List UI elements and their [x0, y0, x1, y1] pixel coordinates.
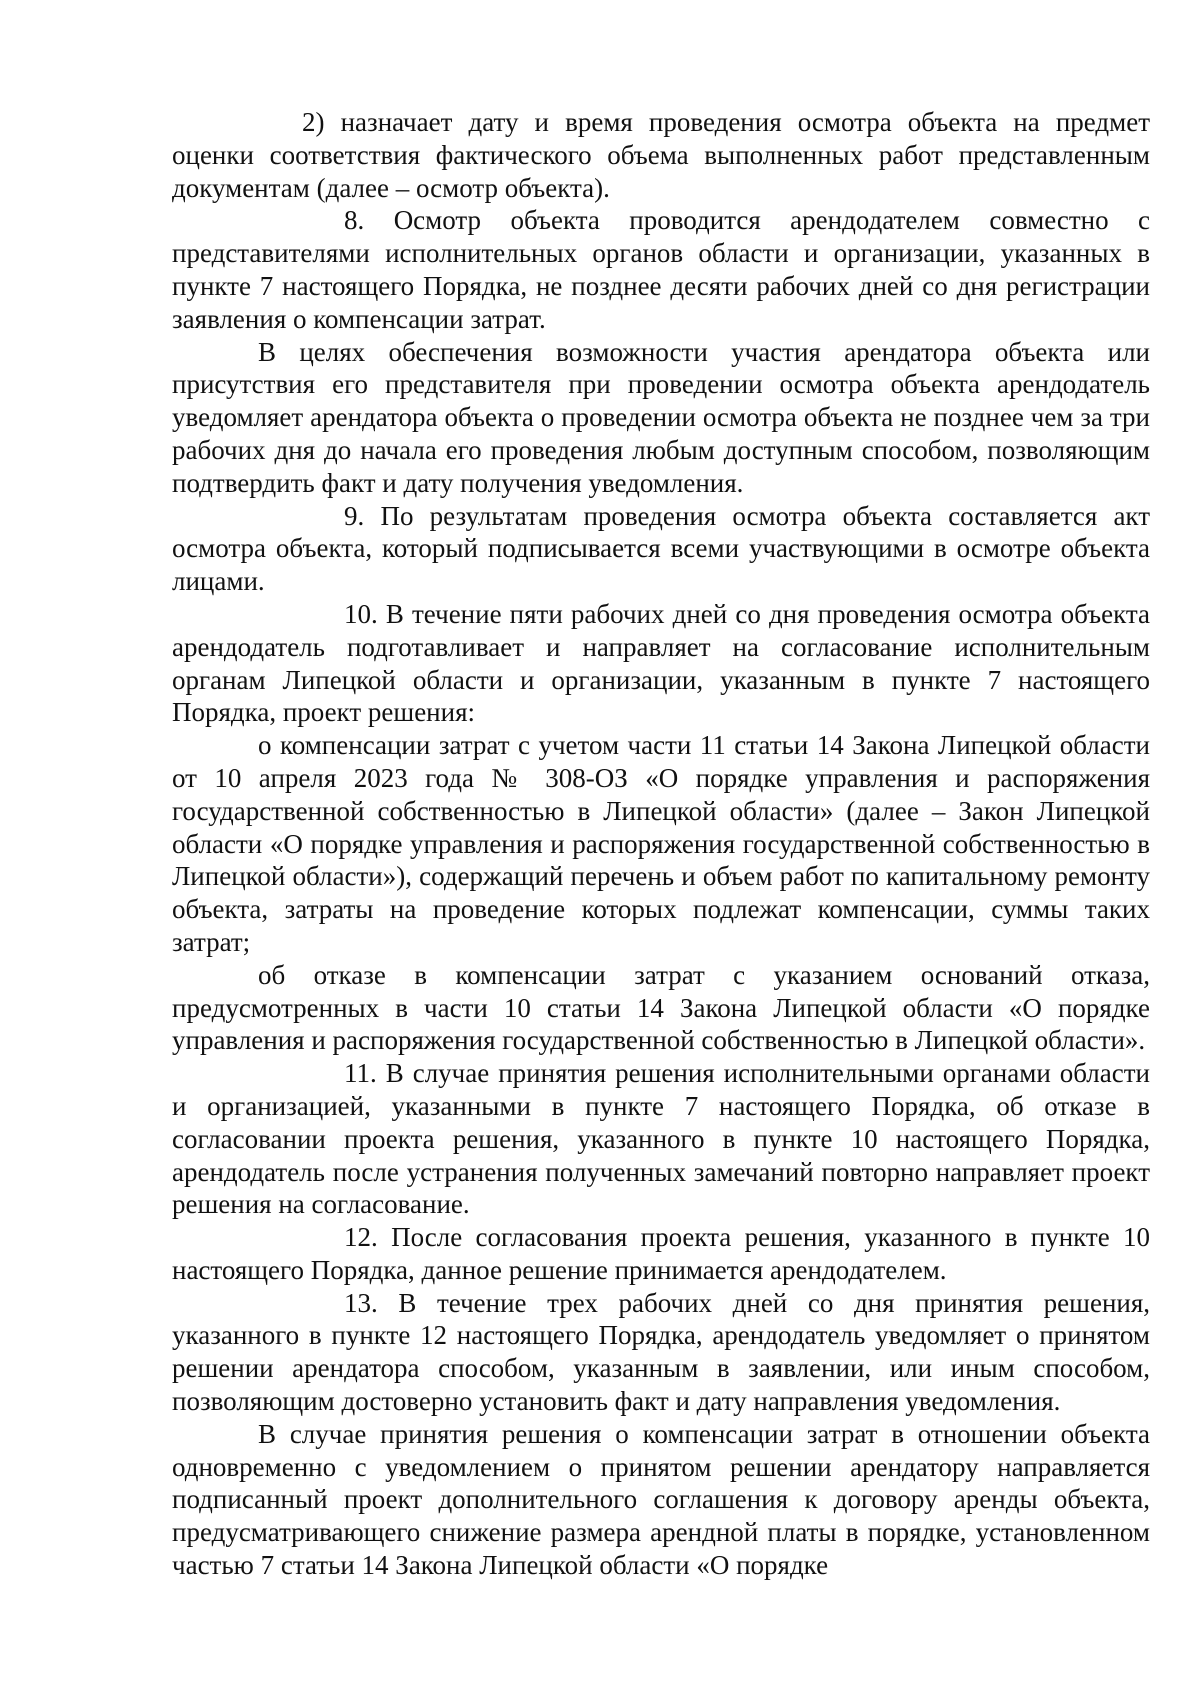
paragraph-text: В течение пяти рабочих дней со дня проведения осмотра объекта арендодатель подготавливает и направляет на согласование исполнительным органам Липецкой области и организации, указанным в пункте 7 настоящего Порядка, проект решения:: [172, 598, 1151, 728]
paragraph-text: о компенсации затрат с учетом части 11 статьи 14 Закона Липецкой области от 10 апреля 2023 года № 308-ОЗ «О порядке управления и распоряжения государственной собственностью в Липецкой области» (далее – Закон Липецкой области «О порядке управления и распоряжения государственной собственностью в Липецкой области»), содержащий перечень и объем работ по капитальному ремонту объекта, затраты на проведение которых подлежат компенсации, суммы таких затрат;: [172, 730, 1150, 957]
paragraph-text: В целях обеспечения возможности участия арендатора объекта или присутствия его представителя при проведении осмотра объекта арендодатель уведомляет арендатора объекта о проведении осмотра объекта не позднее чем за три рабочих дня до начала его проведения любым доступным способом, позволяющим подтвердить факт и дату получения уведомления.: [172, 336, 1150, 498]
paragraph-number: 13.: [344, 1287, 378, 1318]
paragraph-text: В случае принятия решения исполнительными органами области и организацией, указанными в пункте 7 настоящего Порядка, об отказе в согласовании проекта решения, указанного в пункте 10 настоящего Порядка, арендодатель после устранения полученных замечаний повторно направляет проект решения на согласование.: [172, 1058, 1150, 1220]
paragraph-text: После согласования проекта решения, указанного в пункте 10 настоящего Порядка, данное решение принимается арендодателем.: [172, 1222, 1151, 1285]
paragraph-number: 12.: [344, 1222, 378, 1253]
paragraph-item-12: [172, 1221, 1150, 1287]
paragraph-text: По результатам проведения осмотра объекта составляется акт осмотра объекта, который подписывается всеми участвующими в осмотре объекта лицами.: [172, 500, 1150, 597]
paragraph-item-10: [172, 598, 1150, 729]
paragraph-number: 8.: [344, 205, 365, 236]
paragraph-item-11: [172, 1057, 1150, 1221]
paragraph-text: Осмотр объекта проводится арендодателем совместно с представителями исполнительных органов области и организации, указанных в пункте 7 настоящего Порядка, не позднее десяти рабочих дней со дня регистрации заявления о компенсации затрат.: [172, 205, 1150, 334]
paragraph-number: 11.: [344, 1058, 377, 1089]
paragraph-item-13: [172, 1287, 1150, 1418]
paragraph-number: 9.: [344, 500, 365, 531]
paragraph-text: В случае принятия решения о компенсации затрат в отношении объекта одновременно с уведомлением о принятом решении арендатору направляется подписанный проект дополнительного соглашения к договору аренды объекта, предусматривающего снижение размера арендной платы в порядке, установленном частью 7 статьи 14 Закона Липецкой области «О порядке: [172, 1418, 1150, 1581]
paragraph-number: 2): [302, 107, 325, 137]
paragraph-item-8: [172, 204, 1150, 335]
paragraph-notification: [172, 336, 1150, 500]
paragraph-refusal-option: [172, 959, 1150, 1057]
paragraph-item-9: [172, 500, 1150, 598]
paragraph-text: назначает дату и время проведения осмотра объекта на предмет оценки соответствия фактического объема выполненных работ представленным документам (далее – осмотр объекта).: [172, 107, 1150, 203]
paragraph-number: 10.: [344, 598, 378, 629]
paragraph-text: об отказе в компенсации затрат с указанием оснований отказа, предусмотренных в части 10 статьи 14 Закона Липецкой области «О порядке управления и распоряжения государственной собственностью в Липецкой области».: [172, 959, 1150, 1056]
paragraph-item-2: [172, 106, 1150, 204]
paragraph-text: В течение трех рабочих дней со дня принятия решения, указанного в пункте 12 настоящего Порядка, арендодатель уведомляет о принятом решении арендатора способом, указанным в заявлении, или иным способом, позволяющим достоверно установить факт и дату направления уведомления.: [172, 1287, 1151, 1417]
document-page: [172, 106, 1150, 1582]
paragraph-additional-agreement: [172, 1418, 1150, 1582]
paragraph-compensation-option: [172, 729, 1150, 959]
